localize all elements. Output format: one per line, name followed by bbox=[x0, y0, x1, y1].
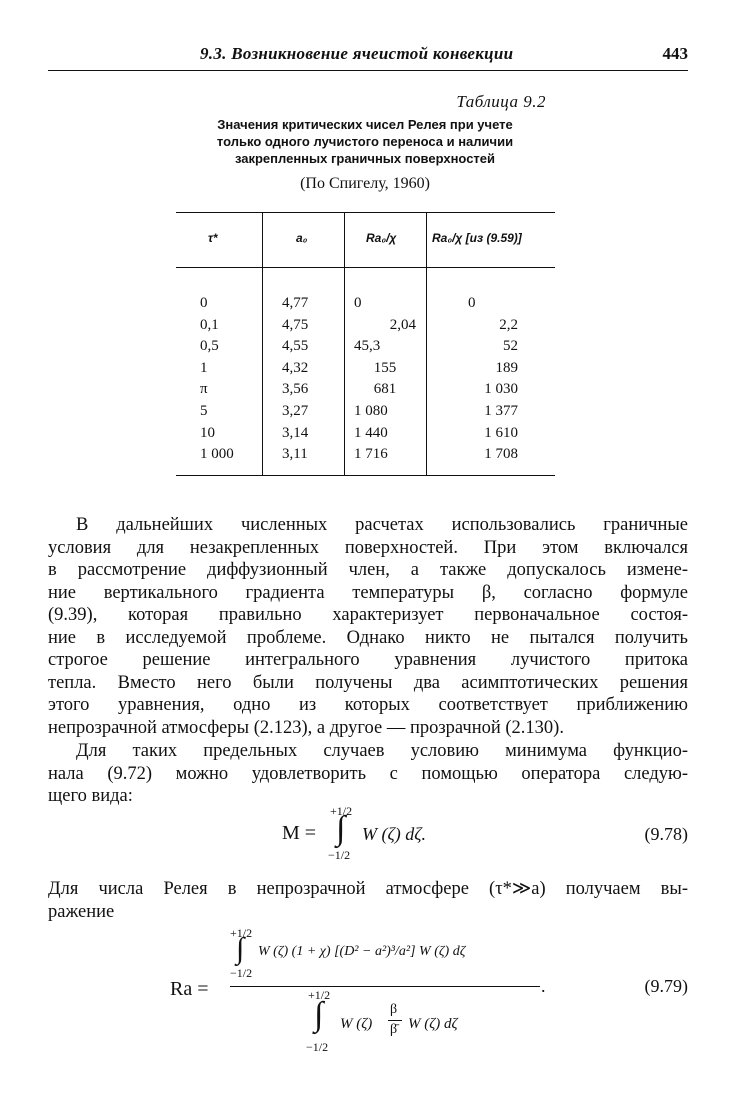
page-header bbox=[48, 40, 688, 71]
header-separator bbox=[176, 267, 555, 268]
table-cell: 1 030 bbox=[484, 381, 518, 398]
table-cell: 10 bbox=[200, 424, 215, 441]
table-cell: 1 440 bbox=[354, 424, 388, 441]
text-line: тепла. Вместо него были получены два асимптотических решения bbox=[48, 672, 688, 693]
text-line: ние вертикального градиента температуры β, согласно формуле bbox=[48, 582, 688, 603]
table-cell: 4,77 bbox=[282, 295, 309, 311]
eq-denominator-post: W (ζ) dζ bbox=[408, 1016, 458, 1032]
table-cell: 1 bbox=[200, 359, 208, 376]
text-line: в рассмотрение диффузионный член, а также допускалось измене- bbox=[48, 560, 688, 580]
column-header-ra0: Ra₀/χ bbox=[366, 231, 397, 245]
table-cell: 52 bbox=[503, 338, 518, 355]
running-head: 9.3. Возникновение ячеистой конвекции bbox=[200, 44, 514, 63]
eq-frac-num: β bbox=[390, 1002, 398, 1017]
eq-upper-limit: +1/2 bbox=[230, 926, 253, 940]
table-cell: 0,1 bbox=[200, 316, 219, 333]
table-cell: 5 bbox=[200, 402, 208, 419]
eq-lower-limit: −1/2 bbox=[306, 1040, 329, 1054]
fraction-bar bbox=[230, 986, 540, 987]
table-cell: 3,14 bbox=[282, 424, 309, 441]
text-line: строгое решение интегрального уравнения лучистого притока bbox=[48, 650, 688, 670]
body-paragraph bbox=[48, 740, 688, 808]
table-cell: 189 bbox=[495, 359, 518, 376]
table-cell: 4,55 bbox=[282, 338, 309, 355]
eq-period: . bbox=[541, 976, 546, 996]
table-cell: 0 bbox=[354, 295, 362, 311]
text-line: непрозрачной атмосферы (2.123), а другое — прозрачной (2.130). bbox=[48, 717, 564, 738]
table-cell: 155 bbox=[373, 359, 397, 376]
text-line: ние в исследуемой проблеме. Однако никто не пытался получить bbox=[48, 627, 688, 648]
text-line: (9.39), которая правильно характеризует первоначальное состоя- bbox=[48, 605, 688, 625]
body-paragraph bbox=[48, 514, 688, 739]
column-divider bbox=[262, 213, 263, 475]
eq-lhs: M = bbox=[282, 822, 317, 844]
text-line: этого уравнения, одно из которых соответствует приближению bbox=[48, 695, 688, 715]
eq-upper-limit: +1/2 bbox=[308, 988, 331, 1002]
table-caption bbox=[160, 116, 570, 167]
table-cell: 2,04 bbox=[389, 316, 416, 333]
column-header-ra0-eq: Ra₀/χ [из (9.59)] bbox=[432, 231, 522, 245]
column-divider bbox=[344, 213, 345, 475]
column-ra0-eq bbox=[468, 293, 518, 466]
table-cell: 0 bbox=[468, 295, 476, 311]
table-cell: 1 708 bbox=[484, 446, 518, 463]
column-header-tau: τ* bbox=[208, 231, 218, 245]
body-paragraph bbox=[48, 878, 688, 923]
integral-sign: ∫ bbox=[336, 810, 346, 847]
table-cell: 1 377 bbox=[484, 402, 518, 419]
text-line: В дальнейших численных расчетах использовались граничные bbox=[76, 515, 688, 535]
small-fraction-bar bbox=[388, 1020, 402, 1021]
eq-frac-den: β̄ bbox=[390, 1022, 398, 1037]
table-source: (По Спигелу, 1960) bbox=[300, 175, 430, 192]
column-header-a0: a₀ bbox=[296, 231, 308, 245]
table-cell: 4,75 bbox=[282, 316, 309, 333]
table-caption-line: Значения критических чисел Релея при учете bbox=[217, 117, 513, 132]
table-cell: 4,32 bbox=[282, 359, 309, 376]
table-cell: 0 bbox=[200, 295, 208, 311]
table-cell: 3,27 bbox=[282, 402, 309, 419]
integral-sign: ∫ bbox=[314, 996, 324, 1033]
column-a0 bbox=[282, 293, 308, 466]
table-cell: 2,2 bbox=[499, 316, 518, 333]
table-cell: 3,56 bbox=[282, 381, 309, 398]
eq-lower-limit: −1/2 bbox=[328, 848, 351, 862]
table-label: Таблица 9.2 bbox=[456, 92, 546, 111]
table-cell: 681 bbox=[373, 381, 397, 398]
page-number: 443 bbox=[662, 44, 688, 63]
column-ra0 bbox=[354, 293, 416, 466]
table-cell: 1 080 bbox=[354, 402, 388, 419]
equation-number: (9.78) bbox=[644, 824, 688, 844]
table-cell: 1 610 bbox=[484, 424, 518, 441]
text-line: Для числа Релея в непрозрачной атмосфере (τ*≫a) получаем вы- bbox=[48, 879, 688, 899]
text-line: нала (9.72) можно удовлетворить с помощью оператора следую- bbox=[48, 763, 688, 784]
text-line: условия для незакрепленных поверхностей. При этом включался bbox=[48, 537, 688, 558]
table-caption-line: только одного лучистого переноса и наличии bbox=[216, 134, 514, 149]
table-cell: 1 716 bbox=[354, 446, 388, 463]
data-table bbox=[176, 212, 555, 476]
eq-denominator-pre: W (ζ) bbox=[340, 1016, 373, 1032]
column-divider bbox=[426, 213, 427, 475]
eq-numerator: W (ζ) (1 + χ) [(D² − a²)³/a²] W (ζ) dζ bbox=[258, 944, 466, 959]
equation-number: (9.79) bbox=[644, 976, 688, 996]
table-cell: π bbox=[200, 381, 208, 398]
table-cell: 3,11 bbox=[282, 446, 308, 463]
eq-upper-limit: +1/2 bbox=[330, 804, 353, 818]
text-line: ражение bbox=[48, 901, 115, 922]
eq-lhs: Ra = bbox=[170, 978, 209, 1000]
table-caption-line: закрепленных граничных поверхностей bbox=[234, 151, 496, 166]
table-cell: 45,3 bbox=[354, 338, 381, 355]
integral-sign: ∫ bbox=[236, 932, 245, 965]
column-tau bbox=[200, 293, 234, 466]
table-cell: 0,5 bbox=[200, 338, 219, 355]
text-line: щего вида: bbox=[48, 786, 133, 806]
eq-integrand: W (ζ) dζ. bbox=[362, 824, 427, 844]
text-line: Для таких предельных случаев условию минимума функцио- bbox=[76, 741, 688, 761]
table-cell: 1 000 bbox=[200, 446, 234, 463]
eq-lower-limit: −1/2 bbox=[230, 966, 253, 980]
